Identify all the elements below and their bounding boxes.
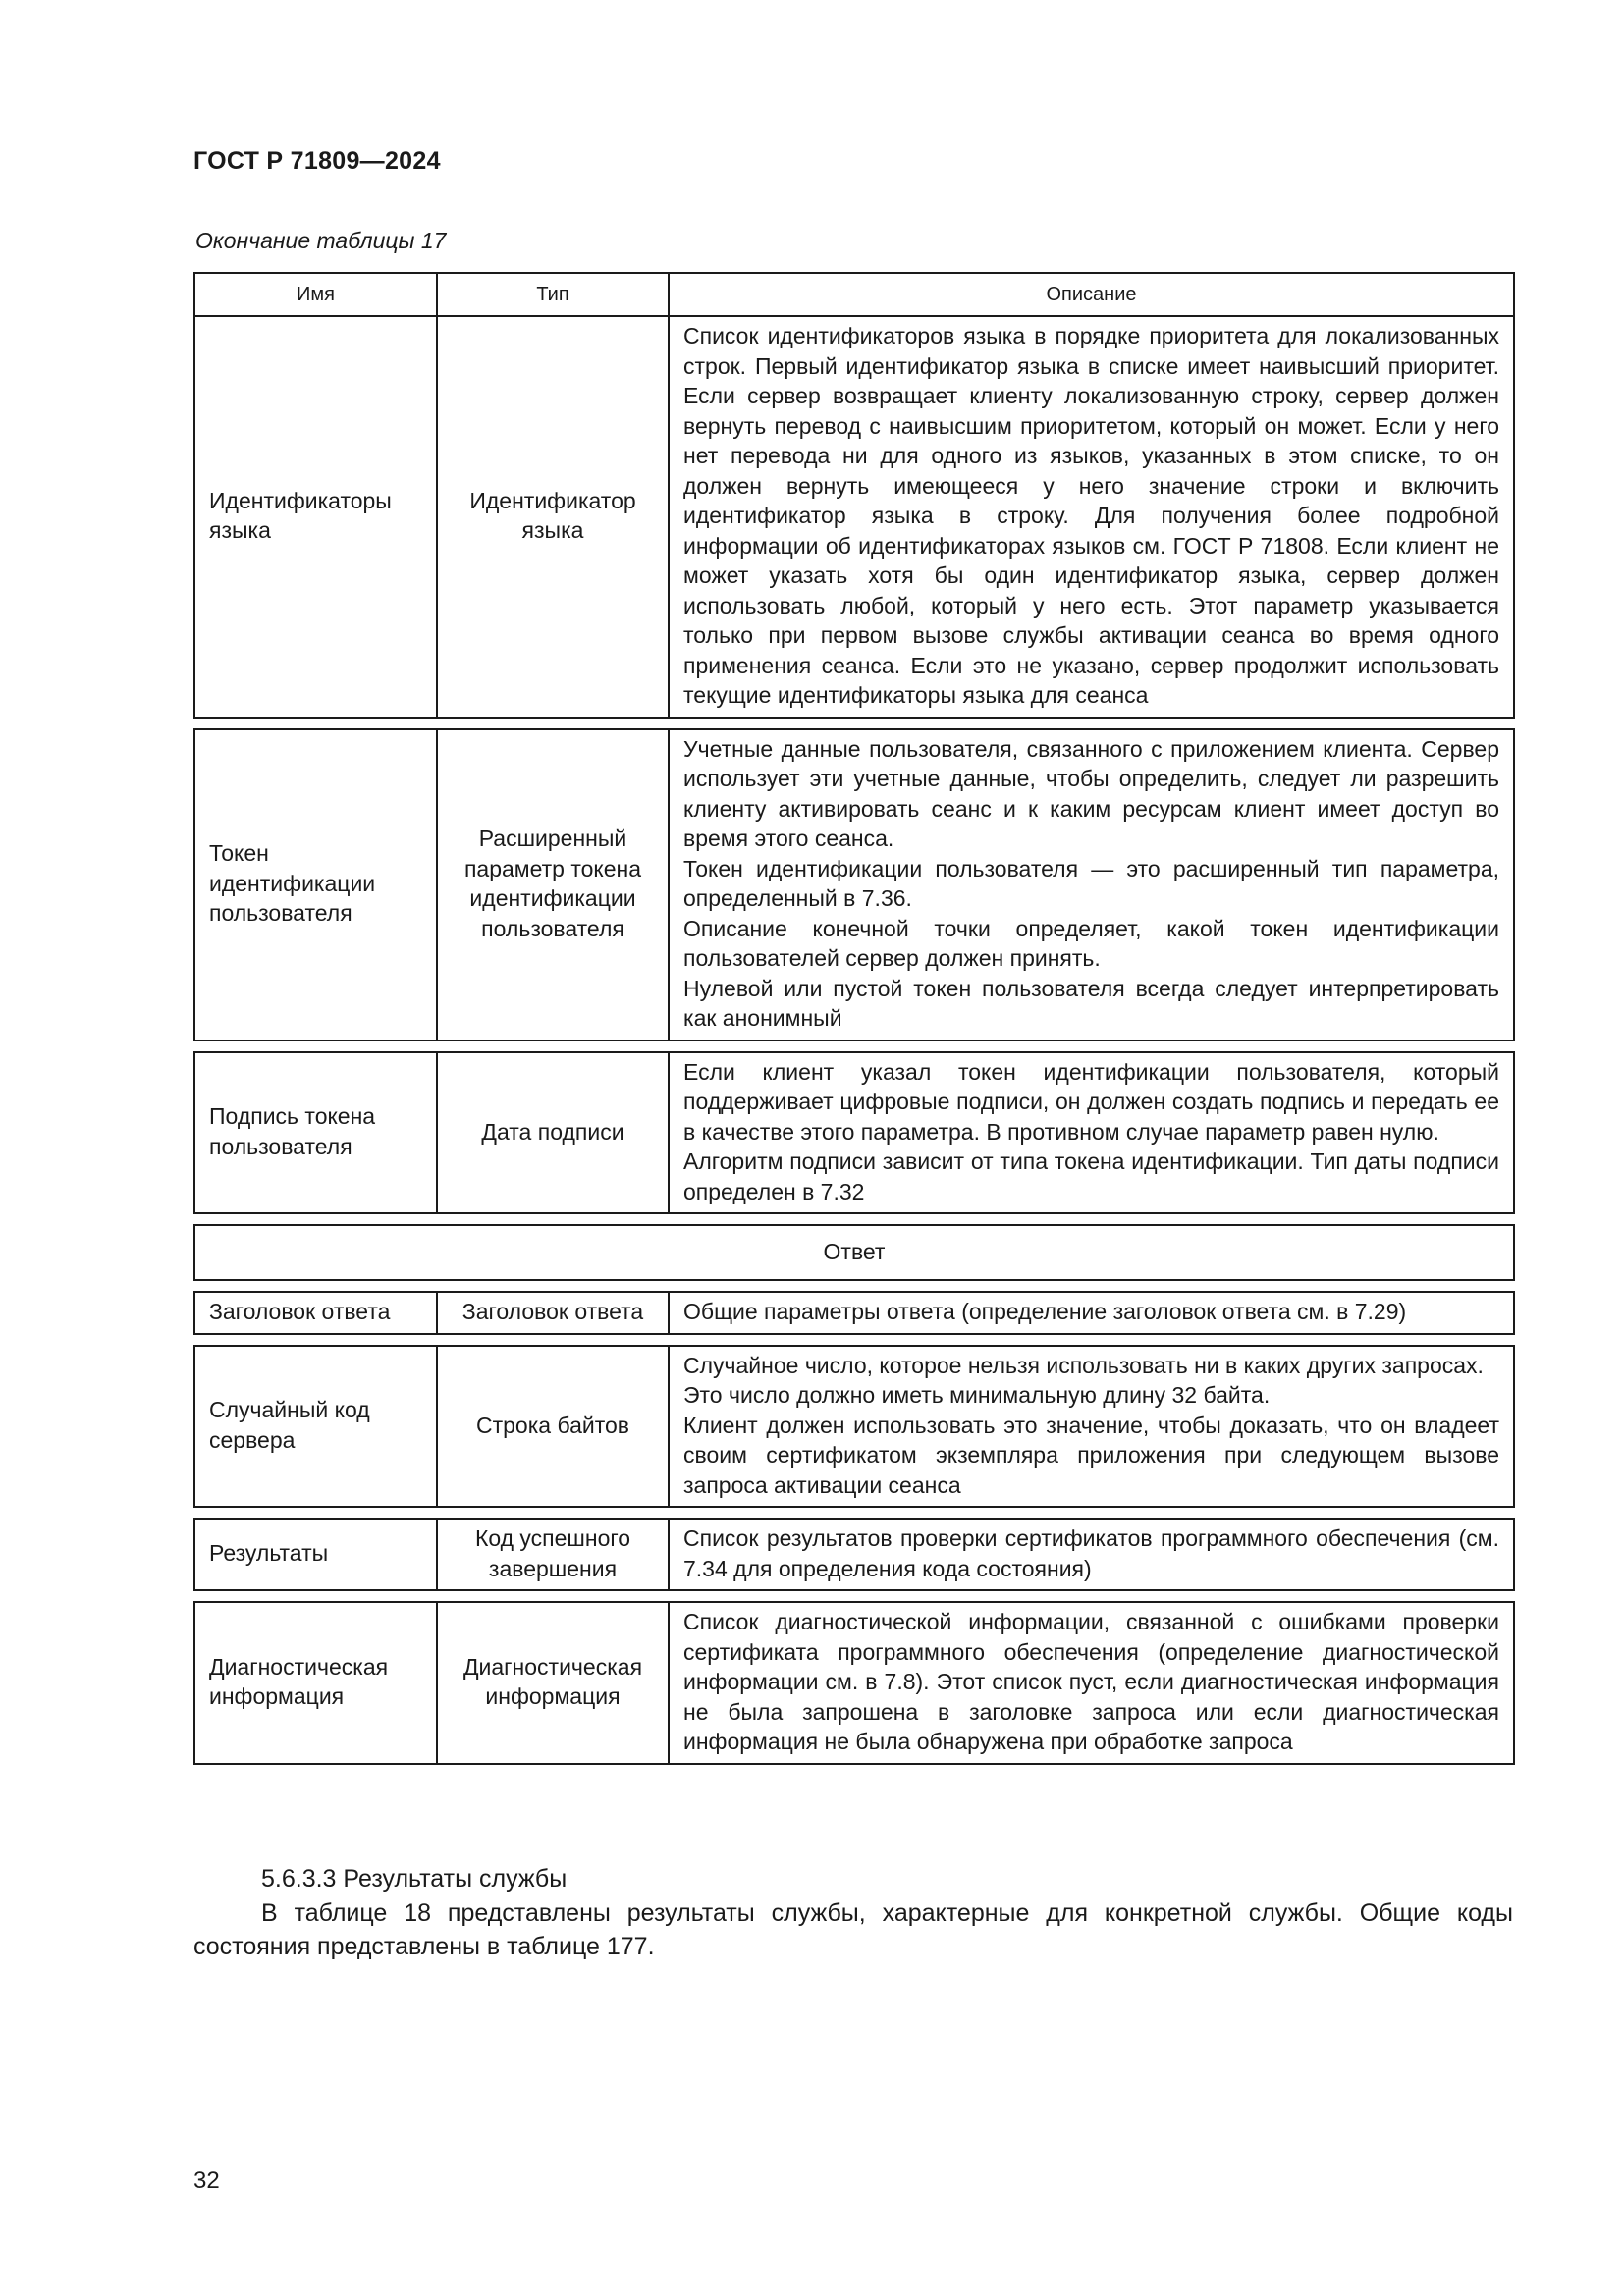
table-row	[194, 316, 1514, 718]
cell-name: Токен идентификации пользователя	[194, 729, 437, 1041]
table-caption: Окончание таблицы 17	[195, 228, 447, 253]
section-heading: 5.6.3.3 Результаты службы	[261, 1865, 568, 1893]
cell-description: Случайное число, которое нельзя использовать ни в каких других запросах. Это число должно иметь минимальную длину 32 байта. Клиент должен использовать это значение, чтобы доказать, что он владеет своим сертификатом экземпляра приложения при следующем вызове запроса активации сеанса	[669, 1346, 1514, 1508]
cell-type: Идентификатор языка	[437, 316, 669, 718]
document-code: ГОСТ Р 71809—2024	[193, 147, 441, 175]
cell-description: Общие параметры ответа (определение заголовок ответа см. в 7.29)	[669, 1292, 1514, 1334]
section-paragraph: В таблице 18 представлены результаты службы, характерные для конкретной службы. Общие коды состояния представлены в таблице 177.	[193, 1899, 1513, 1960]
column-header-description: Описание	[669, 273, 1514, 316]
row-separator-cell	[194, 1590, 1514, 1602]
row-separator	[194, 1213, 1514, 1225]
row-separator-cell	[194, 1334, 1514, 1346]
cell-description: Список идентификаторов языка в порядке приоритета для локализованных строк. Первый идентификатор языка в списке имеет наивысший приоритет. Если сервер возвращает клиенту локализованную строку, сервер должен вернуть перевод с наивысшим приоритетом, который он может. Если у него нет перевода ни для одного из языков, указанных в этом списке, то он должен вернуть имеющееся у него значение строки и включить идентификатор языка в строку. Для получения более подробной информации об идентификаторах языков см. ГОСТ Р 71808. Если клиент не может указать хотя бы один идентификатор языка, сервер должен использовать любой, который у него есть. Этот параметр указывается только при первом вызове службы активации сеанса во время одного применения сеанса. Если это не указано, сервер продолжит использовать текущие идентификаторы языка для сеанса	[669, 316, 1514, 718]
row-separator	[194, 1280, 1514, 1292]
cell-name: Диагностическая информация	[194, 1602, 437, 1764]
table-row	[194, 1292, 1514, 1334]
row-separator-cell	[194, 1507, 1514, 1519]
cell-name: Заголовок ответа	[194, 1292, 437, 1334]
cell-description: Список результатов проверки сертификатов программного обеспечения (см. 7.34 для определения кода состояния)	[669, 1519, 1514, 1590]
cell-type: Заголовок ответа	[437, 1292, 669, 1334]
table-row	[194, 1519, 1514, 1590]
row-separator-cell	[194, 1213, 1514, 1225]
row-separator	[194, 718, 1514, 729]
cell-type: Расширенный параметр токена идентификации пользователя	[437, 729, 669, 1041]
cell-type: Код успешного завершения	[437, 1519, 669, 1590]
table-row	[194, 729, 1514, 1041]
cell-name: Подпись токена пользователя	[194, 1052, 437, 1214]
cell-description: Если клиент указал токен идентификации пользователя, который поддерживает цифровые подписи, он должен создать подпись и передать ее в качестве этого параметра. В противном случае параметр равен нулю. Алгоритм подписи зависит от типа токена идентификации. Тип даты подписи определен в 7.32	[669, 1052, 1514, 1214]
table-row	[194, 1346, 1514, 1508]
row-separator-cell	[194, 718, 1514, 729]
cell-description: Учетные данные пользователя, связанного с приложением клиента. Сервер использует эти учетные данные, чтобы определить, следует ли разрешить клиенту активировать сеанс и к каким ресурсам клиент имеет доступ во время этого сеанса. Токен идентификации пользователя — это расширенный тип параметра, определенный в 7.36. Описание конечной точки определяет, какой токен идентификации пользователей сервер должен принять. Нулевой или пустой токен пользователя всегда следует интерпретировать как анонимный	[669, 729, 1514, 1041]
cell-name: Результаты	[194, 1519, 437, 1590]
row-separator	[194, 1507, 1514, 1519]
column-header-type: Тип	[437, 273, 669, 316]
cell-name: Идентификаторы языка	[194, 316, 437, 718]
cell-type: Дата подписи	[437, 1052, 669, 1214]
row-separator	[194, 1590, 1514, 1602]
table-header-row	[194, 273, 1514, 316]
column-header-name: Имя	[194, 273, 437, 316]
cell-description: Список диагностической информации, связанной с ошибками проверки сертификата программного обеспечения (определение диагностической информации см. в 7.8). Этот список пуст, если диагностическая информация не была запрошена в заголовке запроса или если диагностическая информация не была обнаружена при обработке запроса	[669, 1602, 1514, 1764]
row-separator	[194, 1041, 1514, 1052]
cell-name: Случайный код сервера	[194, 1346, 437, 1508]
cell-type: Диагностическая информация	[437, 1602, 669, 1764]
cell-type: Строка байтов	[437, 1346, 669, 1508]
row-separator-cell	[194, 1280, 1514, 1292]
row-separator-cell	[194, 1041, 1514, 1052]
page-number: 32	[193, 2167, 220, 2194]
section-label-response: Ответ	[194, 1225, 1514, 1280]
section-row	[194, 1225, 1514, 1280]
parameters-table	[193, 272, 1515, 1765]
table-row	[194, 1602, 1514, 1764]
row-separator	[194, 1334, 1514, 1346]
table-row	[194, 1052, 1514, 1214]
